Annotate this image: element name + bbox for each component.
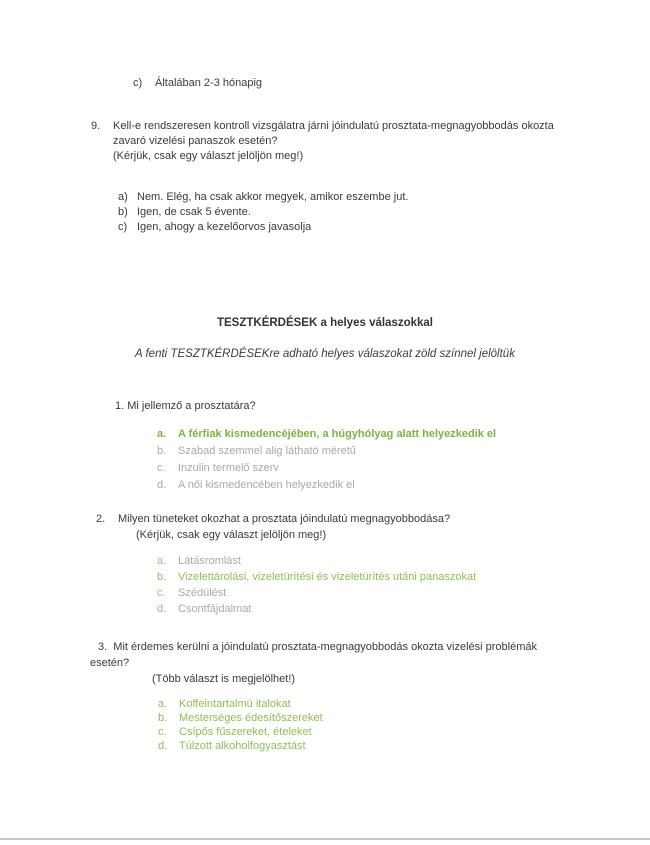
question-line: zavaró vizelési panaszok esetén? — [113, 135, 278, 147]
test-question-1-title: 1. Mi jellemző a prosztatára? — [115, 400, 256, 412]
option-row — [158, 711, 323, 725]
question-number: 9. — [91, 120, 101, 132]
question-line: Kell-e rendszeresen kontroll vizsgálatra járni jóindulatú prosztata-megnagyobbodás okozta — [113, 120, 554, 132]
option-row — [157, 601, 476, 617]
option-text: Igen, ahogy a kezelőorvos javasolja — [137, 221, 312, 233]
test-question-2-options — [157, 553, 476, 617]
option-text-correct: Csípős fűszereket, ételeket — [179, 726, 312, 738]
option-letter: b. — [157, 571, 167, 583]
option-letter: b. — [157, 445, 167, 457]
option-row — [118, 205, 408, 220]
test-question-3-options — [158, 697, 323, 753]
option-text: Csontfájdalmat — [178, 603, 252, 615]
option-letter: c) — [118, 221, 128, 233]
option-letter: d. — [157, 479, 167, 491]
test-question-3-title-line1: 3. Mit érdemes kerülni a jóindulatú prosztata-megnagyobbodás okozta vizelési problémák — [98, 641, 538, 653]
section-subtitle: A fenti TESZTKÉRDÉSEKre adható helyes válaszokat zöld színnel jelöltük — [135, 348, 515, 360]
option-row — [158, 739, 323, 753]
option-letter: d. — [158, 740, 168, 752]
option-letter: a) — [118, 191, 128, 203]
option-letter: a. — [157, 555, 167, 567]
option-row — [157, 443, 496, 460]
option-letter: d. — [157, 603, 167, 615]
option-text: Szédülést — [178, 587, 227, 599]
option-text: Látásromlást — [178, 555, 241, 567]
test-question-3-instruction: (Több választ is megjelölhet!) — [152, 673, 296, 685]
page-break-divider — [0, 838, 650, 840]
option-text-correct: Túlzott alkoholfogyasztást — [179, 740, 306, 752]
option-letter: a. — [157, 428, 167, 440]
test-question-2-title — [96, 511, 450, 527]
option-text: Inzulin termelő szerv — [178, 462, 279, 474]
option-row — [118, 220, 408, 235]
question-9-options — [118, 190, 408, 235]
option-text: Nem. Elég, ha csak akkor megyek, amikor eszembe jut. — [137, 191, 409, 203]
option-row — [158, 725, 323, 739]
test-question-2-instruction: (Kérjük, csak egy választ jelöljön meg!) — [136, 529, 327, 541]
option-text: Általában 2-3 hónapig — [155, 77, 263, 89]
option-row — [118, 190, 408, 205]
option-letter: a. — [158, 698, 168, 710]
option-row — [157, 553, 476, 569]
section-title: TESZTKÉRDÉSEK a helyes válaszokkal — [216, 317, 434, 329]
option-text-correct: Vizelettárolási, vizeletürítési és vizeletürítés utáni panaszokat — [178, 571, 477, 583]
option-text-correct: Mesterséges édesítőszereket — [179, 712, 323, 724]
option-letter: c. — [157, 587, 166, 599]
option-letter: b. — [158, 712, 168, 724]
test-question-1-options — [157, 426, 496, 494]
question-9 — [91, 119, 554, 164]
question-text-block — [113, 119, 554, 164]
option-row — [157, 460, 496, 477]
option-letter: b) — [118, 206, 128, 218]
option-row — [157, 426, 496, 443]
option-letter: c) — [133, 77, 143, 89]
option-text-correct: Koffeintartalmú italokat — [179, 698, 291, 710]
option-text: A női kismedencében helyezkedik el — [178, 479, 355, 491]
option-row — [157, 569, 476, 585]
test-question-3-title-line2: esetén? — [90, 657, 130, 669]
option-row — [158, 697, 323, 711]
option-letter: c. — [158, 726, 167, 738]
option-text: Igen, de csak 5 évente. — [137, 206, 251, 218]
option-row — [157, 477, 496, 494]
option-text: Szabad szemmel alig látható méretű — [178, 445, 356, 457]
question-text: Milyen tüneteket okozhat a prosztata jóindulatú megnagyobbodása? — [118, 513, 451, 525]
question-number: 2. — [96, 513, 106, 525]
option-text-correct: A férfiak kismedencéjében, a húgyhólyag alatt helyezkedik el — [178, 428, 497, 440]
option-letter: c. — [157, 462, 166, 474]
question-instruction: (Kérjük, csak egy választ jelöljön meg!) — [113, 150, 304, 162]
prev-question-option-c — [133, 76, 262, 91]
option-row — [157, 585, 476, 601]
